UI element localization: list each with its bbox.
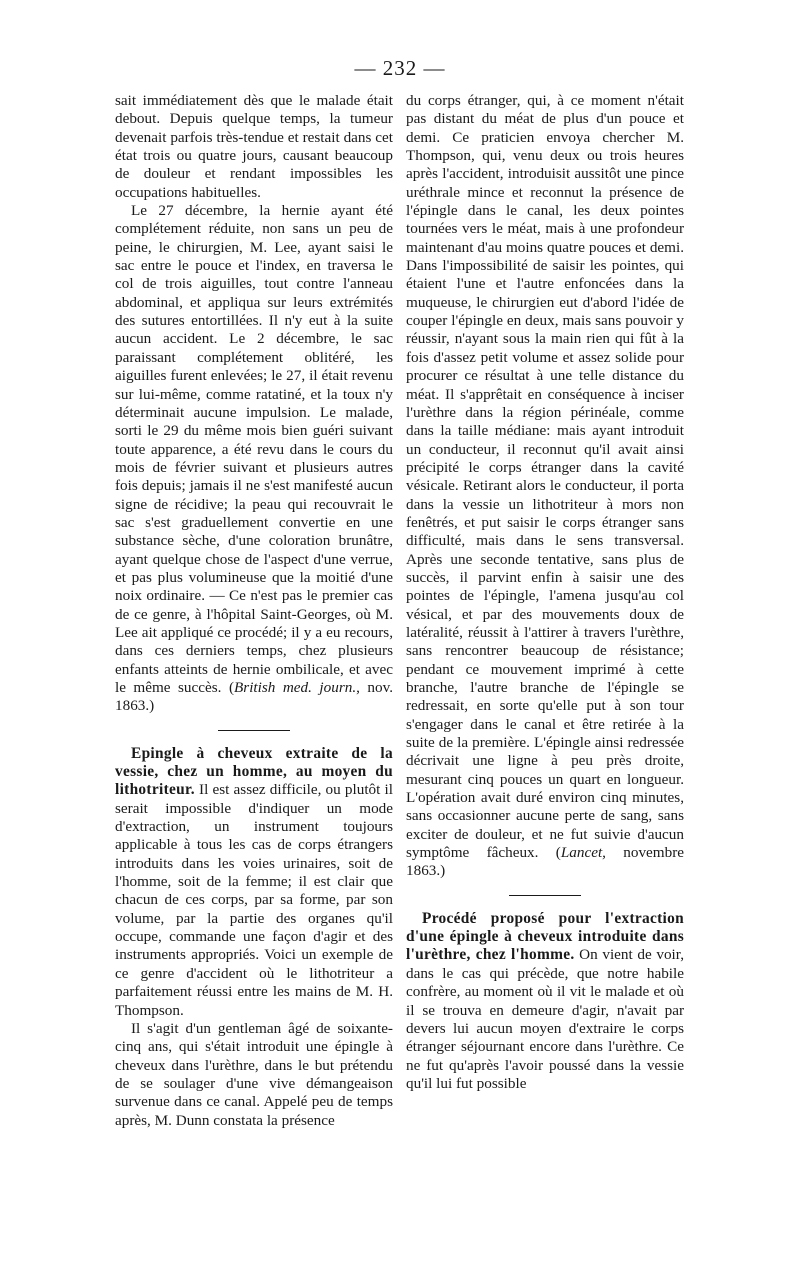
citation-close: , nov. 1863.)	[115, 679, 394, 715]
citation-close: novembre 1863.)	[406, 844, 685, 880]
left-paragraph-1: sait immédiatement dès que le malade était debout. Depuis quelque temps, la tumeur devenait parfois très-tendue et restait dans cet état trois ou quatre jours, causant beaucoup de douleur et rendant impossibles les occupations habituelles.	[115, 92, 393, 201]
citation-open: (	[228, 679, 235, 696]
citation-journal: Lancet,	[560, 844, 606, 862]
section-heading: Epingle à cheveux extraite de la vessie, chez un homme, au moyen du lithotriteur.	[115, 744, 393, 799]
section-divider	[509, 895, 581, 896]
right-section	[406, 910, 684, 1093]
page-number: — 232 —	[354, 56, 446, 80]
section-text: Il est assez difficile, ou plutôt il serait impossible d'indiquer un mode d'extraction, un instrument toujours applicable à tous les cas de corps étrangers introduits dans les voies urinaires, soit de l'homme, soit de la femme; il est clair que chacun de ces corps, par sa forme, par son volume, par la partie des organes qu'il occupe, commande une façon d'agir et des instruments appropriés. Voici un exemple de ce genre d'accident où le lithotriteur a parfaitement réussi entre les mains de M. H. Thompson.	[115, 781, 393, 1019]
left-column	[115, 92, 393, 1130]
section-heading: Procédé proposé pour l'extraction d'une épingle à cheveux introduite dans l'urèthre, chez l'homme.	[406, 909, 684, 964]
section-divider	[218, 730, 290, 731]
citation-journal: British med. journ.	[234, 679, 357, 696]
section-text: On vient de voir, dans le cas qui précède, que notre habile confrère, au moment où il vit le malade et où il se trouva en demeure d'agir, n'avait par devers lui aucun moyen d'extraire le corps étranger séjournant encore dans l'urèthre. Ce ne fut qu'après l'avoir poussé dans la vessie qu'il lui fut possible	[406, 946, 685, 1092]
left-paragraph-2-text: Le 27 décembre, la hernie ayant été complétement réduite, non sans un peu de peine, le chirurgien, M. Lee, ayant saisi le sac entre le pouce et l'index, en traversa le col de trois aiguilles, tout contre l'anneau abdominal, et appliqua sur leurs extrémités des sutures entortillées. Il n'y eut à la suite aucun accident. Le 2 décembre, le sac paraissant complétement oblitéré, les aiguilles furent enlevées; le 27, il était revenu sur lui-même, comme ratatiné, et la toux n'y déterminait aucune impulsion. Le malade, sorti le 29 du même mois bien guéri suivant toute apparence, a été revu dans le cours du mois de février suivant et plusieurs autres fois depuis; jamais il ne s'est manifesté aucun signe de récidive; la peau qui recouvrait le sac s'est graduellement convertie en une substance sèche, d'une coloration brunâtre, ayant quelque chose de l'aspect d'une verrue, et pas plus volumineuse que la moitié d'une noix ordinaire. — Ce n'est pas le premier cas de ce genre, à l'hôpital Saint-Georges, où M. Lee ait appliqué ce procédé; il y a eu recours, dans ces derniers temps, chez plusieurs enfants atteints de hernie ombilicale, et avec le même succès.	[115, 202, 393, 696]
left-paragraph-3: Il s'agit d'un gentleman âgé de soixante-cinq ans, qui s'était introduit une épingle à cheveux dans l'urèthre, dans le but prétendu de se soulager d'une vive démangeaison survenue dans ce canal. Appelé peu de temps après, M. Dunn constata la présence	[115, 1019, 393, 1129]
right-paragraph-1	[406, 92, 684, 881]
right-column	[406, 92, 684, 1093]
left-section	[115, 745, 393, 1020]
right-paragraph-1-text: du corps étranger, qui, à ce moment n'était pas distant du méat de plus d'un pouce et demi. Ce praticien envoya chercher M. Thompson, qui, venu deux ou trois heures après l'accident, introduisit aussitôt une pince uréthrale mince et reconnut la présence de l'épingle dans le canal, les deux pointes tournées vers le méat, mais à une profondeur maintenant d'au moins quatre pouces et demi. Dans l'impossibilité de saisir les pointes, qui étaient l'une et l'autre enfoncées dans la muqueuse, le chirurgien eut d'abord l'idée de couper l'épingle en deux, mais sans pouvoir y réussir, n'ayant sous la main rien qui fût à la fois d'assez petit volume et assez solide pour procurer ce résultat à une telle distance du méat. Il s'apprêtait en conséquence à inciser l'urèthre dans la région périnéale, comme dans la taille médiane: mais ayant introduit un conducteur, il reconnut qu'il avait ainsi précipité le corps étranger dans la cavité vésicale. Retirant alors le conducteur, il porta dans la vessie un lithotriteur à mors non fenêtrés, et put saisir le corps étranger sans difficulté, mais dans le sens transversal. Après une seconde tentative, sans plus de succès, il parvint enfin à saisir une des pointes de l'épingle, l'amena jusqu'au col vésical, et par des mouvements doux de latéralité, réussit à l'attirer à travers l'urèthre, sans rencontrer beaucoup de résistance; pendant ce mouvement imprimé à cette branche, l'autre branche de l'épingle se redressait, en sorte qu'elle put à son tour s'engager dans le canal et être retirée à la suite de la première. L'épingle ainsi redressée décrivait une ligne à peu près droite, mesurant cinq pouces un quart en longueur. L'opération avait duré environ cinq minutes, sans occasionner aucune perte de sang, sans exciter de douleur, et ne fut suivie d'aucun symptôme fâcheux.	[406, 92, 684, 862]
citation-open: (	[555, 844, 561, 862]
left-paragraph-2	[115, 202, 393, 716]
